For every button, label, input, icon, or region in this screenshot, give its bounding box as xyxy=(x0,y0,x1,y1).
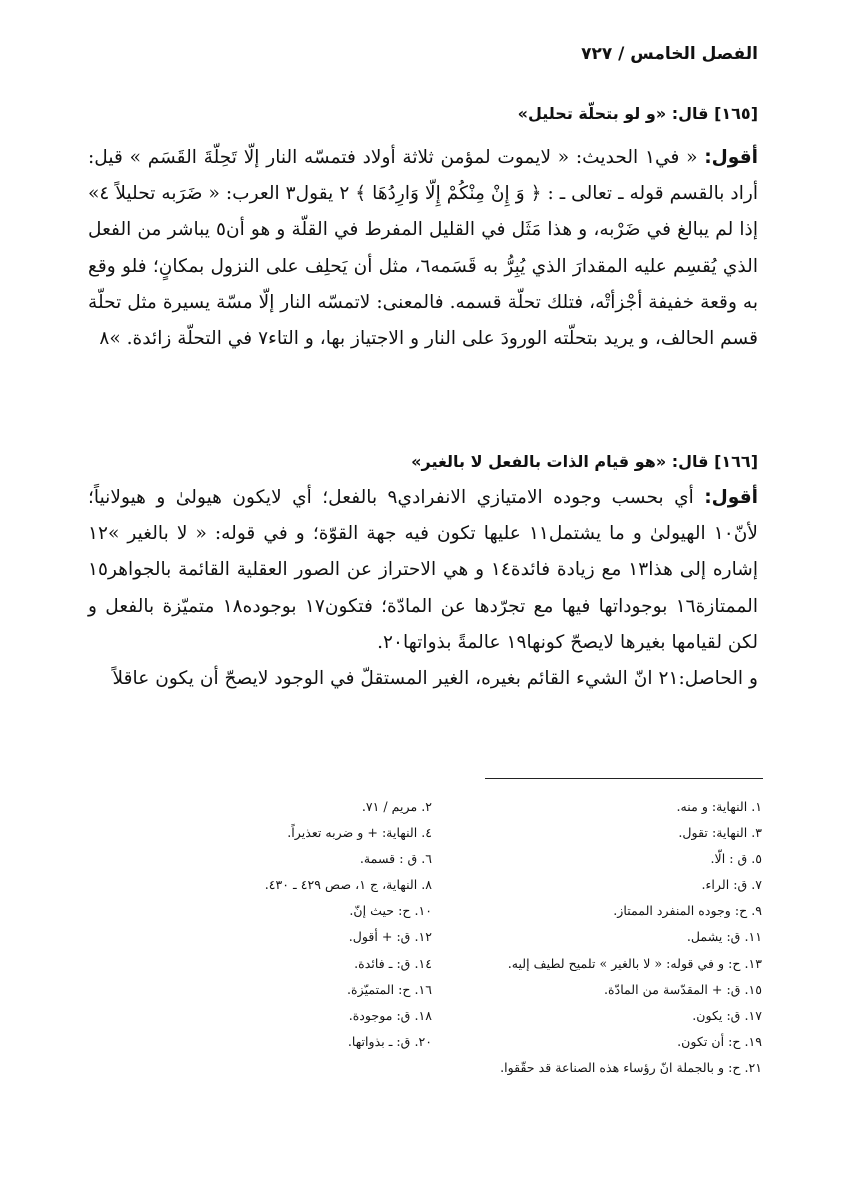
footnote: ٧. ق: الراء. xyxy=(701,877,762,893)
section-166-paragraph xyxy=(88,480,758,661)
footnote-grid xyxy=(122,794,762,1055)
footnote: ١٢. ق: + أقول. xyxy=(348,929,432,945)
section-165-lead: أقول: xyxy=(704,147,758,168)
footnote: ٦. ق : قسمة. xyxy=(359,851,432,867)
footnote: ١٥. ق: + المقدّسة من المادّة. xyxy=(603,981,762,997)
section-165-text: « في١ الحديث: « لايموت لمؤمن ثلاثة أولاد فتمسّه النار إلّا تَحِلّةَ القَسَم » قيل: أراد بالقسم قوله ـ تعالى ـ : ﴿ وَ إِنْ مِنْكُمْ إِلّا وَارِدُهَا ﴾ ٢ يقول٣ العرب: « ضَرَبه تحليلاً ٤» إذا لم يبالغ في ضَرْبه، و هذا مَثَل في القليل المفرط في القلّة و هو أن٥ يباشر من الفعل الذي يُقسِم عليه المقدارَ الذي يُبِرُّ به قَسَمه٦، مثل أن يَحلِف على النزول بمكانٍ؛ فلو وقع به وقعة خفيفة أجْزأتْه، فتلك تحلّة قسمه. فالمعنى: لاتمسّه النار إلّا مسّة يسيرة مثل تحلّة قسم الحالف، و يريد بتحلّته الورودَ على النار و الاجتياز بها، و التاء٧ في التحلّة زائدة. »٨ xyxy=(88,147,759,350)
footnote: ١. النهاية: و منه. xyxy=(676,799,762,814)
footnote: ١٠. ح: حيث إنّ. xyxy=(349,903,432,919)
footnote: ١٣. ح: و في قوله: « لا بالغير » تلميح لطيف إليه. xyxy=(507,955,762,971)
footnotes xyxy=(122,794,762,1081)
section-166-title: [١٦٦] قال: «هو قيام الذات بالفعل لا بالغير» xyxy=(411,452,758,471)
footnote: ١٨. ق: موجودة. xyxy=(348,1007,432,1023)
footnote: ٤. النهاية: + و ضربه تعذيراً. xyxy=(287,825,432,841)
footnote: ١٦. ح: المتميّزة. xyxy=(347,981,432,997)
footnote: ١١. ق: يشمل. xyxy=(686,929,762,945)
section-165-title: [١٦٥] قال: «و لو بتحلّة تحليل» xyxy=(517,104,758,123)
section-166-text: أي بحسب وجوده الامتيازي الانفرادي٩ بالفعل؛ أي لايكون هيولىٰ و هيولانياً؛ لأنّ١٠ الهيولىٰ و ما يشتمل١١ عليها تكون فيه جهة القوّة؛ و في قوله: « لا بالغير »١٢ إشاره إلى هذا١٣ مع زيادة فائدة١٤ و هي الاحتراز عن الصور العقلية القائمة بالجواهر١٥ الممتازة١٦ بوجوداتها فيها مع تجرّدها عن المادّة؛ فتكون١٧ بوجوده١٨ متميّزة بالفعل و لكن لقيامها بغيرها لايصحّ كونها١٩ عالمةً بذواتها٢٠. xyxy=(88,487,759,653)
footnote: ٥. ق : الّا. xyxy=(710,851,762,867)
section-166-lead: أقول: xyxy=(704,487,759,508)
footnote-divider xyxy=(485,778,763,779)
footnote: ١٤. ق: ـ فائدة. xyxy=(354,955,432,971)
footnote: ٢٠. ق: ـ بذواتها. xyxy=(347,1033,432,1049)
section-165-body xyxy=(88,140,758,357)
footnote: ٢١. ح: و بالجملة انّ رؤساء هذه الصناعة قد حقّقوا. xyxy=(500,1059,762,1075)
footnote: ٨. النهاية، ج ١، صص ٤٢٩ ـ ٤٣٠. xyxy=(264,877,432,893)
running-header: الفصل الخامس / ٧٢٧ xyxy=(581,44,758,64)
footnote: ٢. مريم / ٧١. xyxy=(361,799,432,814)
footnote: ٩. ح: وجوده المنفرد الممتاز. xyxy=(613,903,762,919)
footnote: ١٩. ح: أن تكون. xyxy=(677,1033,762,1049)
footnote: ٣. النهاية: تقول. xyxy=(678,825,762,841)
section-166-paragraph-2: و الحاصل:٢١ انّ الشيء القائم بغيره، الغير المستقلّ في الوجود لايصحّ أن يكون عاقلاً xyxy=(112,668,758,690)
footnote: ١٧. ق: يكون. xyxy=(692,1007,762,1023)
section-165-paragraph xyxy=(88,140,758,357)
section-166-body xyxy=(88,480,758,697)
